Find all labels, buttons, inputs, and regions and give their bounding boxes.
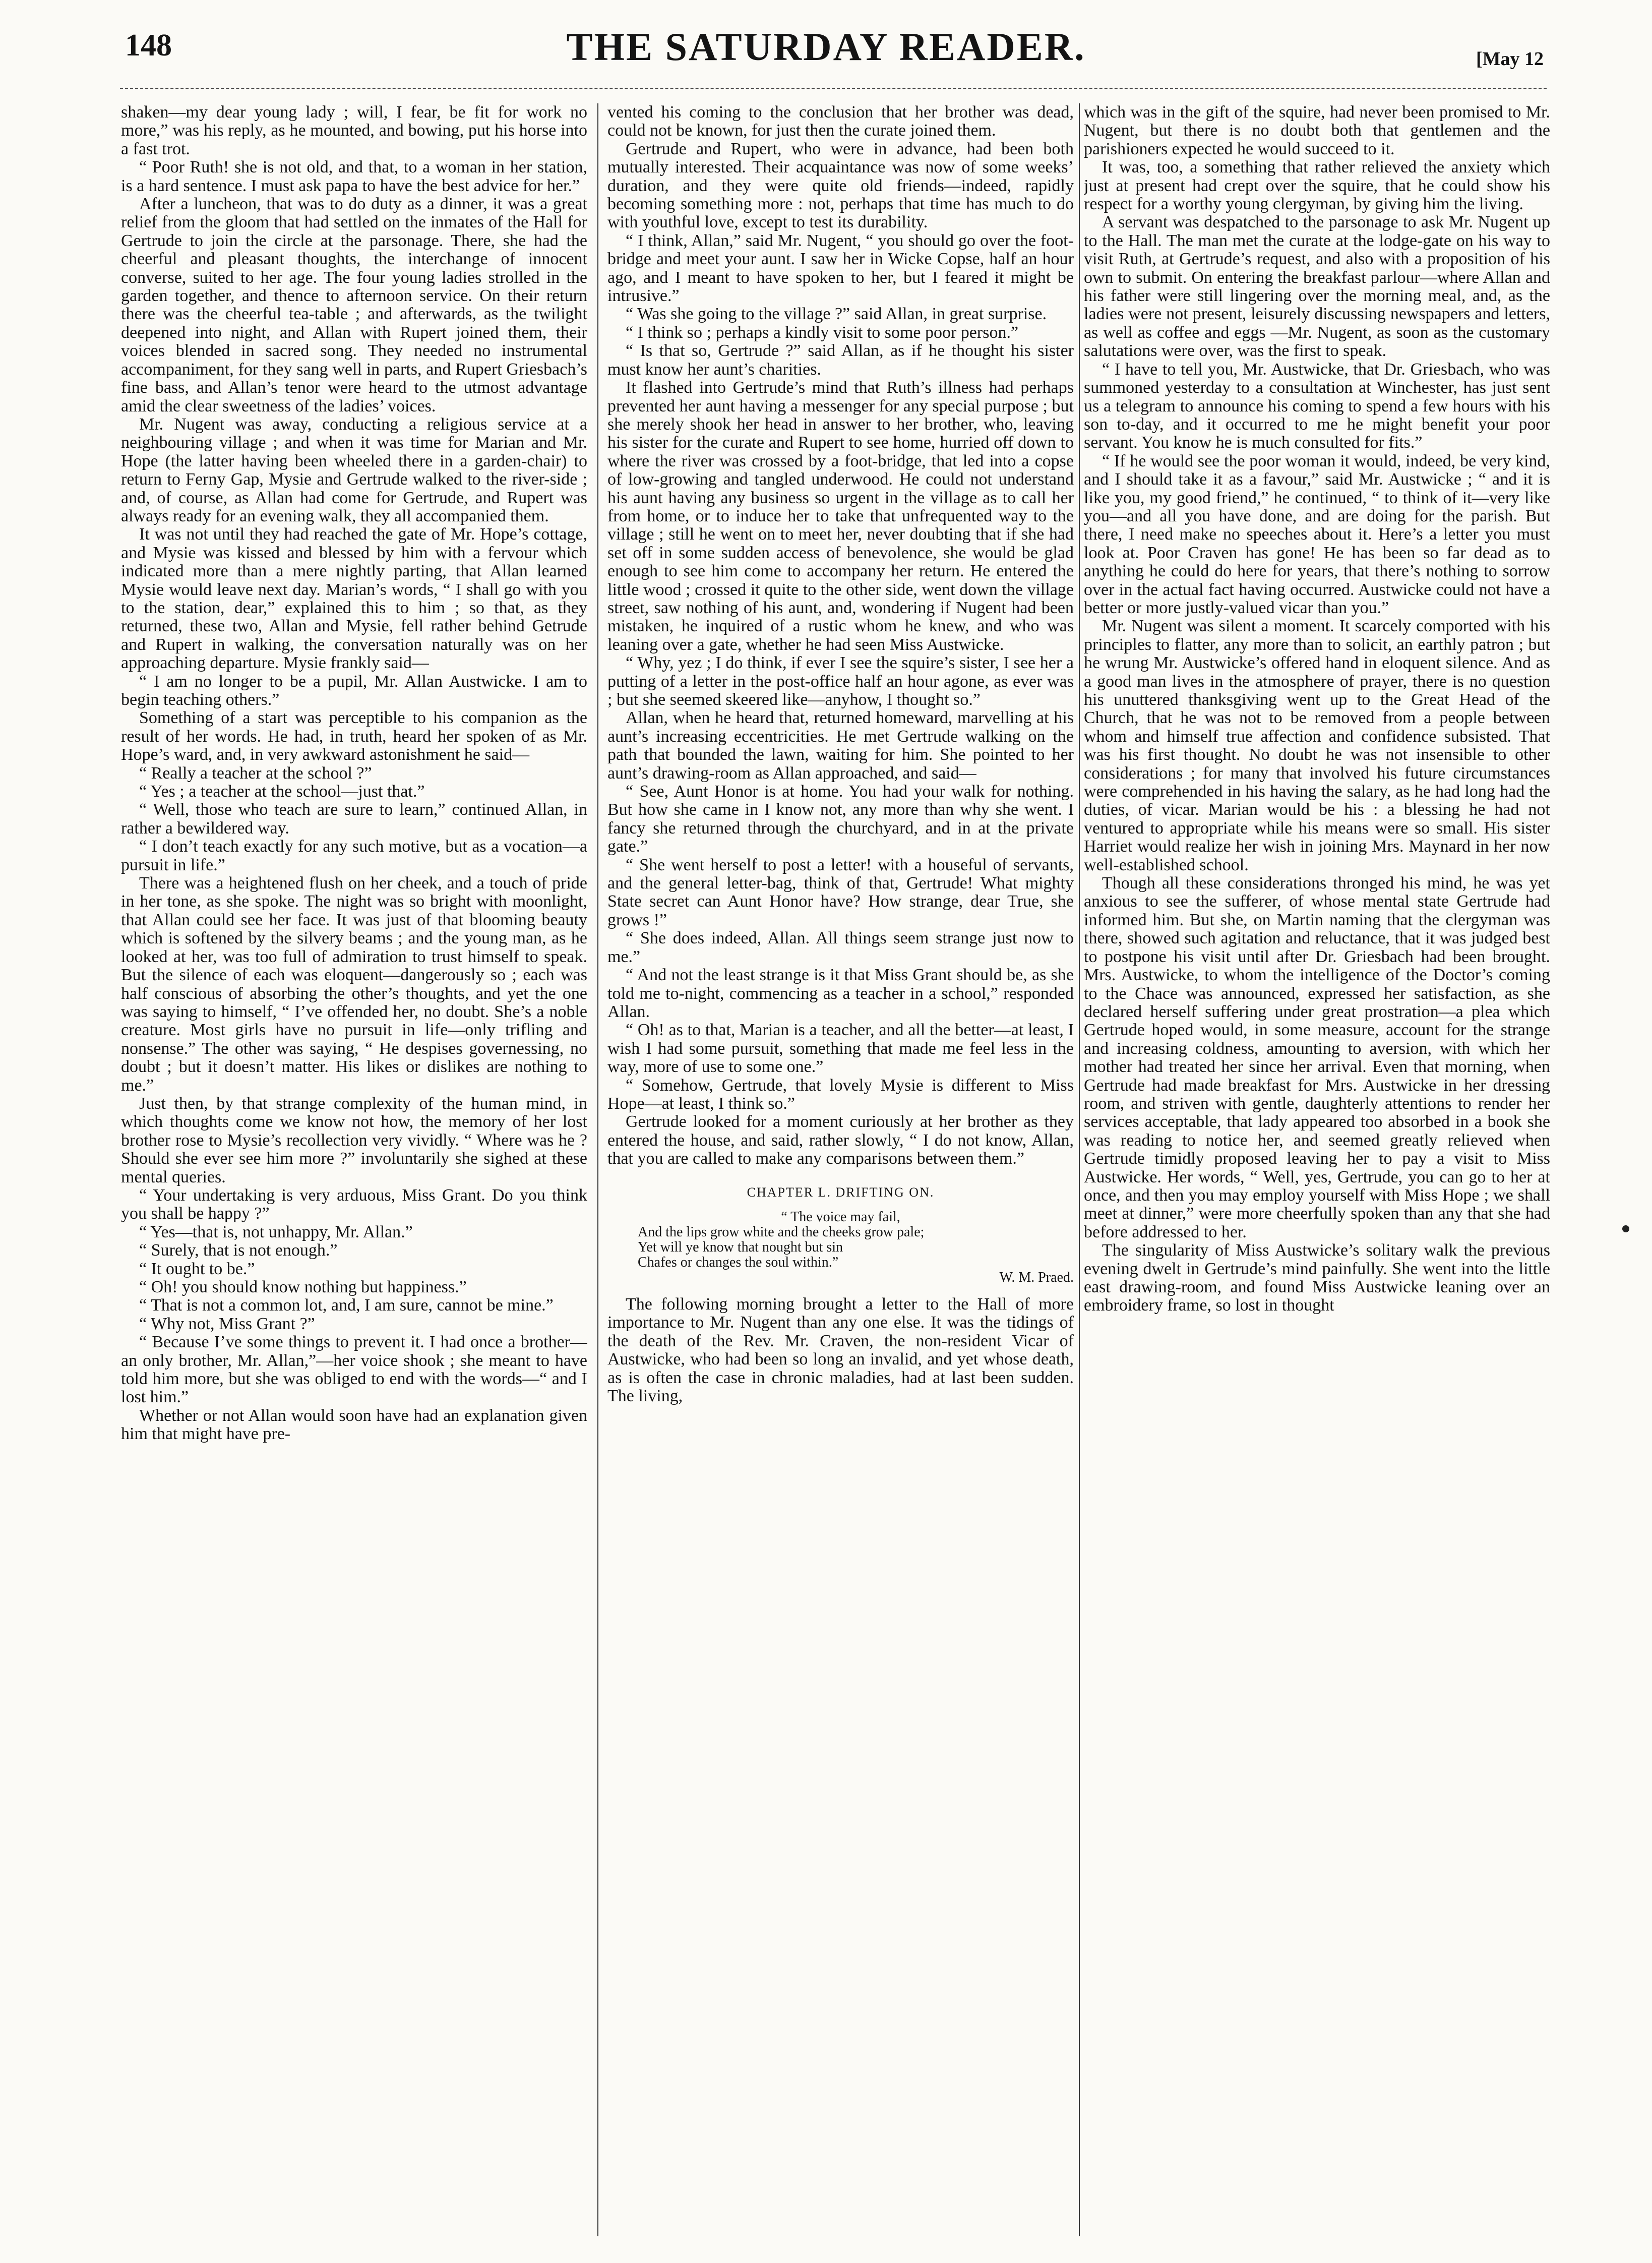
paragraph: “ If he would see the poor woman it would, indeed, be very kind, and I should take it as a favour,” said Mr. Austwicke ; “ and it is like you, my good friend,” he continued, “ to think of it—very like you—and all you have done, and are doing for the parish. But there, I need make no speeches about it. Here’s a letter you must look at. Poor Craven has gone! He has been so far dead as to anything he could do here for years, that there’s nothing to sorrow over in the actual fact having occurred. Austwicke could not have a better or more justly-valued vicar than you.”: [1084, 451, 1550, 617]
paragraph: Mr. Nugent was away, conducting a religious service at a neighbouring village ; and when it was time for Marian and Mr. Hope (the latter having been wheeled there in a garden-chair) to return to Ferny Gap, Mysie and Gertrude walked to the river-side ; and, of course, as Allan had come for Gertrude, and Rupert was always ready for an evening walk, they all accompanied them.: [121, 414, 587, 525]
paragraph: vented his coming to the conclusion that her brother was dead, could not be known, for just then the curate joined them.: [607, 103, 1074, 140]
paragraph: A servant was despatched to the parsonage to ask Mr. Nugent up to the Hall. The man met the curate at the lodge-gate on his way to visit Ruth, at Gertrude’s request, and also with a proposition of his own to submit. On entering the breakfast parlour—where Allan and his father were still lingering over the morning meal, and, as the ladies were not present, leisurely discussing newspapers and letters, as well as coffee and eggs —Mr. Nugent, as soon as the customary salutations were over, was the first to speak.: [1084, 213, 1550, 361]
text-column-3: [1084, 103, 1550, 2236]
paragraph: Something of a start was perceptible to his companion as the result of her words. He had, in truth, heard her spoken of as Mr. Hope’s ward, and, in very awkward astonishment he said—: [121, 708, 587, 764]
page-header: [0, 0, 1652, 88]
paragraph: which was in the gift of the squire, had never been promised to Mr. Nugent, but there is no doubt both that gentlemen and the parishioners expected he would succeed to it.: [1084, 103, 1550, 158]
paragraph: There was a heightened flush on her cheek, and a touch of pride in her tone, as she spoke. The night was so bright with moonlight, that Allan could see her face. It was just of that blooming beauty which is softened by the silvery beams ; and the young man, as he looked at her, was too full of admiration to trust himself to speak. But the silence of each was eloquent—dangerously so ; each was half conscious of absorbing the other’s thoughts, and yet the one was saying to himself, “ I’ve offended her, no doubt. She’s a noble creature. Most girls have no pursuit in life—only trifling and nonsense.” The other was saying, “ He despises governessing, no doubt ; but it doesn’t matter. His likes or dislikes are nothing to me.”: [121, 874, 587, 1095]
masthead: THE SATURDAY READER.: [566, 25, 1086, 69]
paragraph: The following morning brought a letter to the Hall of more importance to Mr. Nugent than any one else. It was the tidings of the death of the Rev. Mr. Craven, the non-resident Vicar of Austwicke, who had been so long an invalid, and yet whose death, as is often the case in chronic maladies, had at last been sudden. The living,: [607, 1294, 1074, 1405]
epigraph-line: “ The voice may fail,: [781, 1209, 900, 1225]
paragraph: “ I think so ; perhaps a kindly visit to some poor person.”: [626, 323, 1019, 342]
epigraph-line: Chafes or changes the soul within.”: [638, 1254, 839, 1270]
paragraph: It was not until they had reached the gate of Mr. Hope’s cottage, and Mysie was kissed and blessed by him with a fervour which indicated more than a mere nightly parting, that Allan learned Mysie would leave next day. Marian’s words, “ I shall go with you to the station, dear,” explained this to him ; so that, as they returned, these two, Allan and Mysie, fell rather behind Getrude and Rupert in walking, the conversation naturally was on her approaching departure. Mysie frankly said—: [121, 525, 587, 673]
paragraph: “ Somehow, Gertrude, that lovely Mysie is different to Miss Hope—at least, I think so.”: [607, 1076, 1074, 1113]
column-divider: [597, 103, 598, 2236]
paragraph: Gertrude and Rupert, who were in advance, had been both mutually interested. Their acquaintance was now of some weeks’ duration, and they were quite old friends—indeed, rapidly becoming something more : not, perhaps that time has much to do with youthful love, except to test its durability.: [607, 139, 1074, 232]
issue-date: [May 12: [1476, 48, 1544, 70]
epigraph: [607, 1210, 1074, 1285]
paragraph: “ See, Aunt Honor is at home. You had your walk for nothing. But how she came in I know not, any more than why she went. I fancy she returned through the churchyard, and in at the private gate.”: [607, 782, 1074, 856]
column-divider: [1079, 103, 1080, 2236]
paragraph: Whether or not Allan would soon have had an explanation given him that might have pre-: [121, 1406, 587, 1444]
epigraph-attribution: W. M. Praed.: [999, 1269, 1074, 1285]
paragraph: “ It ought to be.”: [139, 1259, 255, 1278]
text-column-1: [121, 103, 587, 2236]
paragraph: “ I don’t teach exactly for any such motive, but as a vocation—a pursuit in life.”: [121, 837, 587, 874]
paragraph: “ Oh! you should know nothing but happiness.”: [139, 1278, 467, 1296]
paragraph: “ Surely, that is not enough.”: [139, 1241, 338, 1260]
paragraph: It flashed into Gertrude’s mind that Ruth’s illness had perhaps prevented her aunt having a messenger for any special purpose ; but she merely shook her head in answer to her brother, who, leaving his sister for the curate and Rupert to see home, hurried off down to where the river was crossed by a foot-bridge, that led into a copse of low-growing and tangled underwood. He could not understand his aunt having any business so urgent in the village as to call her from home, or to induce her to take that unfrequented way to the village ; still he went on to meet her, never doubting that if she had set off in some sudden access of benevolence, she would be glad enough to see him come to accompany her return. He entered the little wood ; crossed it quite to the other side, went down the village street, saw nothing of his aunt, and, wondering if Nugent had been mistaken, he inquired of a rustic whom he knew, and who was leaning over a gate, whether he had seen Miss Austwicke.: [607, 378, 1074, 654]
paragraph: “ Your undertaking is very arduous, Miss Grant. Do you think you shall be happy ?”: [121, 1185, 587, 1223]
paragraph: “ I have to tell you, Mr. Austwicke, that Dr. Griesbach, who was summoned yesterday to a consultation at Winchester, has just sent us a telegram to announce his coming to spend a few hours with his son to-day, and it occurred to me he might benefit your poor servant. You know he is much consulted for fits.”: [1084, 360, 1550, 452]
paragraph: “ Yes—that is, not unhappy, Mr. Allan.”: [139, 1222, 413, 1241]
paragraph: “ Yes ; a teacher at the school—just that.”: [139, 782, 425, 801]
paragraph: “ That is not a common lot, and, I am sure, cannot be mine.”: [139, 1296, 554, 1315]
paragraph: Just then, by that strange complexity of the human mind, in which thoughts come we know not how, the memory of her lost brother rose to Mysie’s recollection very vividly. “ Where was he ? Should she ever see him more ?” involuntarily she sighed at these mental queries.: [121, 1094, 587, 1186]
paragraph: Though all these considerations thronged his mind, he was yet anxious to see the sufferer, of whose mental state Gertrude had informed him. But she, on Martin naming that the clergyman was there, showed such agitation and reluctance, that it was judged best to postpone his visit until after Dr. Griesbach had been brought. Mrs. Austwicke, to whom the intelligence of the Doctor’s coming to the Chace was announced, expressed her satisfaction, as she declared herself suffering under great prostration—a plea which Gertrude hoped would, in some measure, account for the strange and increasing coldness, amounting to aversion, with which her mother had treated her since her arrival. Even that morning, when Gertrude had made breakfast for Mrs. Austwicke in her dressing room, and striven with gentle, daughterly attentions to render her services acceptable, that lady appeared too absorbed in a book she was reading to notice her, and seemed greatly relieved when Gertrude timidly proposed leaving her to pay a visit to Miss Austwicke. Her words, “ Well, yes, Gertrude, you can go to her at once, and then you may employ yourself with Miss Hope ; we shall meet at dinner,” were more cheerfully spoken than any that she had before addressed to her.: [1084, 874, 1550, 1241]
paragraph: “ I think, Allan,” said Mr. Nugent, “ you should go over the foot-bridge and meet your aunt. I saw her in Wicke Copse, half an hour ago, and I meant to have spoken to her, but I feared it might be intrusive.”: [607, 231, 1074, 306]
epigraph-line: Yet will ye know that nought but sin: [638, 1239, 843, 1255]
paragraph: “ And not the least strange is it that Miss Grant should be, as she told me to-night, commencing as a teacher in a school,” responded Allan.: [607, 966, 1074, 1021]
header-rule: [120, 88, 1547, 89]
paragraph: “ Because I’ve some things to prevent it. I had once a brother—an only brother, Mr. Allan,”—her voice shook ; she meant to have told him more, but she was obliged to end with the words—“ and I lost him.”: [121, 1333, 587, 1407]
paragraph: “ Was she going to the village ?” said Allan, in great surprise.: [626, 305, 1047, 324]
epigraph-line: And the lips grow white and the cheeks grow pale;: [638, 1224, 925, 1240]
text-column-2: [607, 103, 1074, 2236]
paragraph: “ Why not, Miss Grant ?”: [139, 1314, 315, 1333]
paragraph: “ She does indeed, Allan. All things seem strange just now to me.”: [607, 929, 1074, 966]
paragraph: “ I am no longer to be a pupil, Mr. Allan Austwicke. I am to begin teaching others.”: [121, 672, 587, 709]
chapter-heading: CHAPTER L. DRIFTING ON.: [747, 1184, 935, 1200]
paragraph: Mr. Nugent was silent a moment. It scarcely comported with his principles to flatter, any more than to solicit, an earthly patron ; but he wrung Mr. Austwicke’s offered hand in eloquent silence. And as a good man lives in the atmosphere of prayer, there is no question his unuttered thanksgiving went up to the Great Head of the Church, that he was not to be removed from a people between whom and himself true affection and confidence subsisted. That was his first thought. No doubt he was not insensible to other considerations ; for many that involved his future circumstances were comprehended in his having the salary, as he had long had the duties, of vicar. Marian would be his : a blessing he had not ventured to appropriate while his means were so small. His sister Harriet would realize her wish in joining Mrs. Maynard in her now well-established school.: [1084, 617, 1550, 874]
paragraph: “ Really a teacher at the school ?”: [139, 763, 372, 783]
ink-blot: [1622, 1225, 1629, 1232]
paragraph: shaken—my dear young lady ; will, I fear, be fit for work no more,” was his reply, as he mounted, and bowing, put his horse into a fast trot.: [121, 103, 587, 158]
paragraph: “ She went herself to post a letter! with a houseful of servants, and the general letter-bag, think of that, Gertrude! What mighty State secret can Aunt Honor have? How strange, dear True, she grows !”: [607, 855, 1074, 929]
paragraph: Gertrude looked for a moment curiously at her brother as they entered the house, and said, rather slowly, “ I do not know, Allan, that you are called to make any comparisons between them.”: [607, 1112, 1074, 1168]
paragraph: The singularity of Miss Austwicke’s solitary walk the previous evening dwelt in Gertrude’s mind painfully. She went into the little east drawing-room, and found Miss Austwicke leaning over an embroidery frame, so lost in thought: [1084, 1241, 1550, 1315]
paragraph: Allan, when he heard that, returned homeward, marvelling at his aunt’s increasing eccentricities. He met Gertrude walking on the path that bounded the lawn, waiting for him. She pointed to her aunt’s drawing-room as Allan approached, and said—: [607, 708, 1074, 783]
paragraph: It was, too, a something that rather relieved the anxiety which just at present had crept over the squire, that he could show his respect for a worthy young clergyman, by giving him the living.: [1084, 158, 1550, 214]
paragraph: After a luncheon, that was to do duty as a dinner, it was a great relief from the gloom that had settled on the inmates of the Hall for Gertrude to join the circle at the parsonage. There, she had the cheerful and pleasant thoughts, the interchange of innocent converse, suited to her age. The four young ladies strolled in the garden together, and thence to afternoon service. On their return there was the cheerful tea-table ; and afterwards, as the twilight deepened into night, and Allan with Rupert joined them, their voices blended in sacred song. They needed no instrumental accompaniment, for they sang well in parts, and Rupert Griesbach’s fine bass, and Allan’s tenor were heard to the utmost advantage amid the clear sweetness of the ladies’ voices.: [121, 195, 587, 415]
paragraph: “ Is that so, Gertrude ?” said Allan, as if he thought his sister must know her aunt’s charities.: [607, 341, 1074, 379]
paragraph: “ Oh! as to that, Marian is a teacher, and all the better—at least, I wish I had some pursuit, something that made me feel less in the way, more of use to some one.”: [607, 1021, 1074, 1077]
paragraph: “ Well, those who teach are sure to learn,” continued Allan, in rather a bewildered way.: [121, 800, 587, 838]
paragraph: “ Why, yez ; I do think, if ever I see the squire’s sister, I see her a putting of a letter in the post-office half an hour agone, as ever was ; but she seemed skeered like—anyhow, I thought so.”: [607, 653, 1074, 709]
paragraph: “ Poor Ruth! she is not old, and that, to a woman in her station, is a hard sentence. I must ask papa to have the best advice for her.”: [121, 158, 587, 195]
page-number: 148: [125, 28, 172, 63]
